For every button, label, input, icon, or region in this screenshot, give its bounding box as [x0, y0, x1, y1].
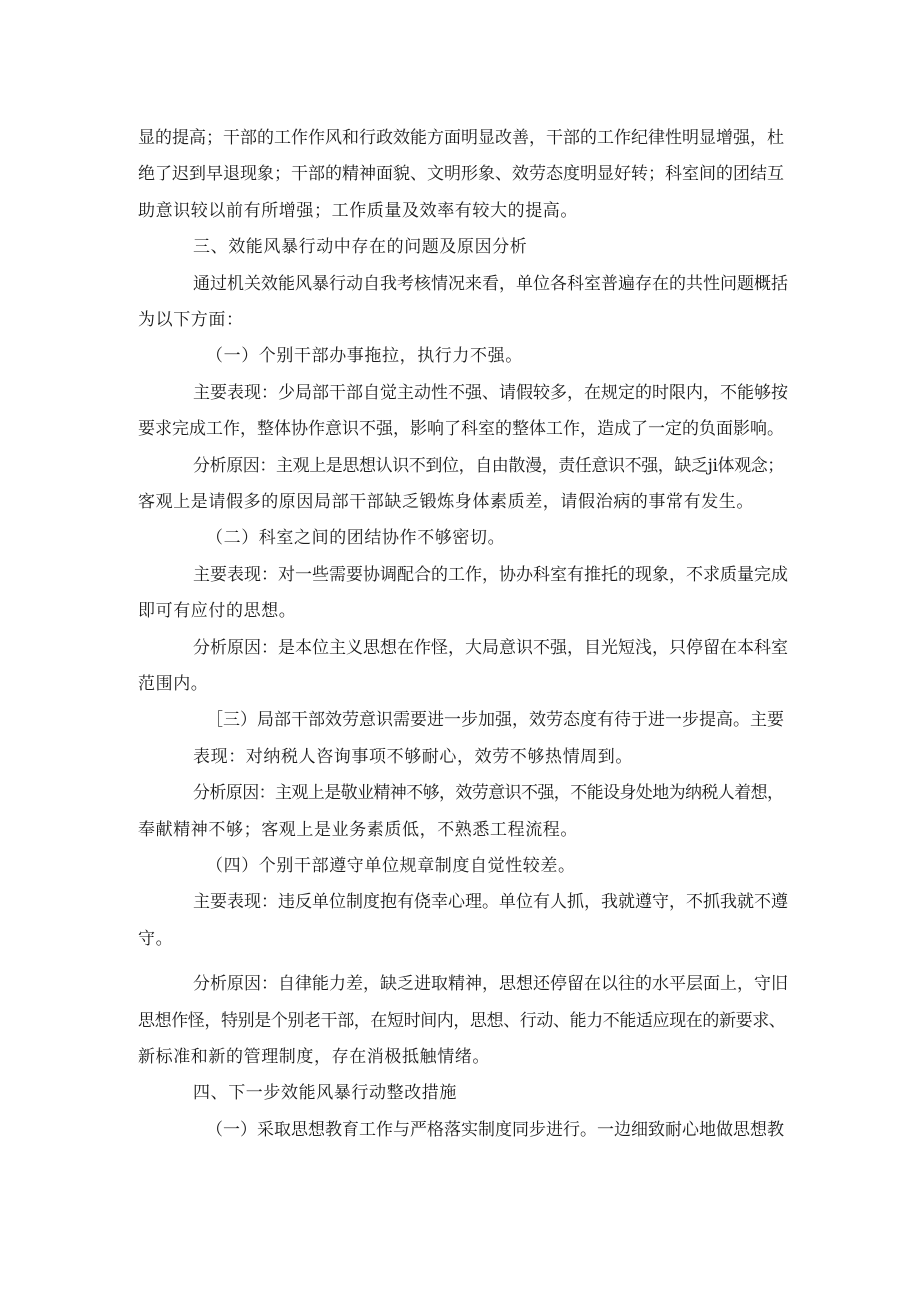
- text-line: 即可有应付的思想。: [138, 601, 297, 621]
- subsection-heading: ［三）局部干部效劳意识需要进一步加强，效劳态度有待于进一步提高。主要: [206, 710, 784, 730]
- text-line: 分析原因：主观上是敬业精神不够，效劳意识不强，不能设身处地为纳税人着想，: [193, 783, 784, 803]
- subsection-heading: （二）科室之间的团结协作不够密切。: [206, 528, 506, 548]
- text-line: 主要表现：违反单位制度抱有侥幸心理。单位有人抓，我就遵守，不抓我就不遵: [193, 892, 788, 912]
- text-line: 为以下方面：: [138, 310, 244, 330]
- text-line: 通过机关效能风暴行动自我考核情况来看，单位各科室普遍存在的共性问题概括: [193, 274, 788, 294]
- text-line: 表现：对纳税人咨询事项不够耐心，效劳不够热情周到。: [193, 747, 633, 767]
- text-line: 分析原因：主观上是思想认识不到位，自由散漫，责任意识不强，缺乏ji体观念；: [193, 456, 784, 476]
- subsection-heading: （一）采取思想教育工作与严格落实制度同步进行。一边细致耐心地做思想教: [206, 1120, 784, 1140]
- text-line: 守。: [138, 929, 174, 949]
- text-line: 奉献精神不够；客观上是业务素质低，不熟悉工程流程。: [138, 820, 578, 840]
- text-line: 主要表现：少局部干部自觉主动性不强、请假较多，在规定的时限内，不能够按: [193, 383, 788, 403]
- text-line: 思想作怪，特别是个别老干部，在短时间内，思想、行动、能力不能适应现在的新要求、: [138, 1011, 786, 1031]
- text-line: 要求完成工作，整体协作意识不强，影响了科室的整体工作，造成了一定的负面影响。: [138, 419, 784, 439]
- subsection-heading: （四）个别干部遵守单位规章制度自觉性较差。: [206, 856, 576, 876]
- text-line: 范围内。: [138, 674, 209, 694]
- section-heading: 三、效能风暴行动中存在的问题及原因分析: [193, 237, 528, 257]
- text-line: 显的提高；干部的工作作风和行政效能方面明显改善，干部的工作纪律性明显增强，杜: [138, 128, 784, 148]
- text-line: 分析原因：是本位主义思想在作怪，大局意识不强，目光短浅，只停留在本科室: [193, 638, 788, 658]
- subsection-heading: （一）个别干部办事拖拉，执行力不强。: [206, 346, 523, 366]
- text-line: 绝了迟到早退现象；干部的精神面貌、文明形象、效劳态度明显好转；科室间的团结互: [138, 164, 784, 184]
- text-line: 主要表现：对一些需要协调配合的工作，协办科室有推托的现象，不求质量完成: [193, 565, 788, 585]
- section-heading: 四、下一步效能风暴行动整改措施: [193, 1083, 457, 1103]
- text-line: 分析原因：自律能力差，缺乏进取精神，思想还停留在以往的水平层面上，守旧: [193, 974, 788, 994]
- text-line: 助意识较以前有所增强；工作质量及效率有较大的提高。: [138, 201, 578, 221]
- text-line: 新标准和新的管理制度，存在消极抵触情绪。: [138, 1047, 490, 1067]
- text-line: 客观上是请假多的原因局部干部缺乏锻炼身体素质差，请假治病的事常有发生。: [138, 492, 754, 512]
